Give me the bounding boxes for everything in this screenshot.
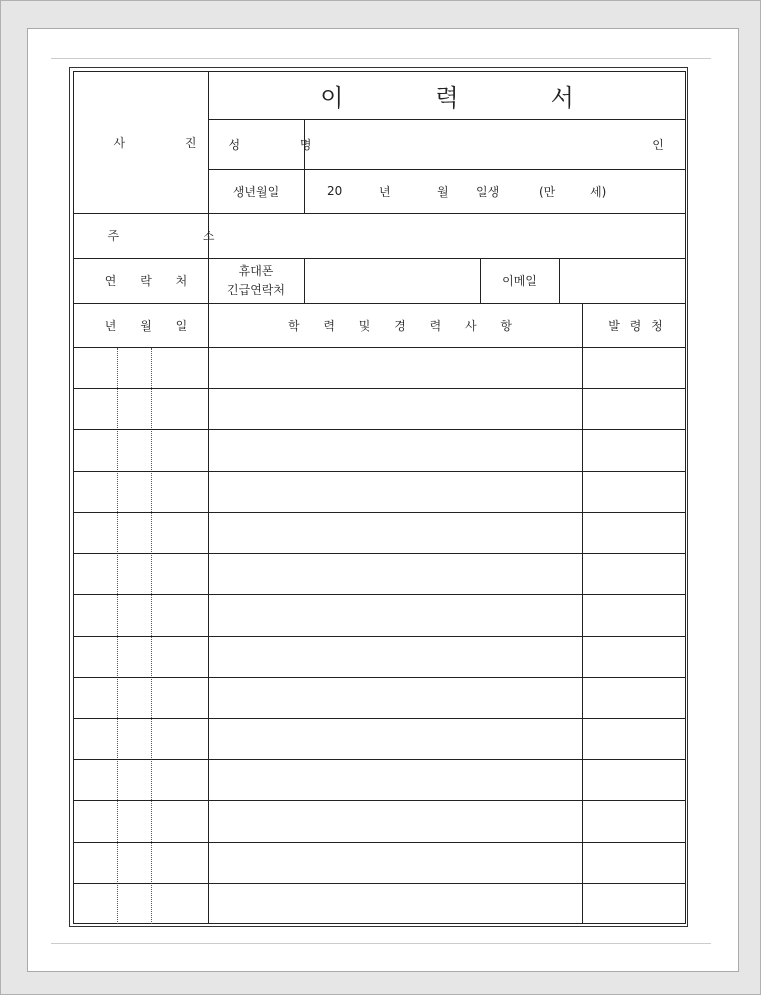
history-row[interactable] bbox=[209, 719, 581, 758]
birth-label: 생년월일 bbox=[232, 184, 280, 199]
history-row[interactable] bbox=[209, 637, 581, 676]
history-row[interactable] bbox=[209, 760, 581, 799]
phone-field[interactable] bbox=[305, 258, 480, 303]
date-column-header: 년 월 일 bbox=[104, 318, 198, 333]
history-row[interactable] bbox=[209, 801, 581, 840]
issuer-column-header: 발 령 청 bbox=[608, 318, 666, 333]
seal-label: 인 bbox=[652, 137, 664, 152]
history-row[interactable] bbox=[209, 513, 581, 552]
history-row[interactable] bbox=[209, 348, 581, 387]
rule-issuer-left bbox=[582, 303, 583, 924]
history-row[interactable] bbox=[209, 389, 581, 428]
history-column-header: 학 력 및 경 력 사 항 bbox=[287, 318, 523, 333]
history-row[interactable] bbox=[209, 678, 581, 717]
emergency-label: 긴급연락처 bbox=[227, 282, 285, 297]
contact-type-labels bbox=[208, 258, 304, 303]
history-row[interactable] bbox=[209, 595, 581, 634]
email-label: 이메일 bbox=[502, 274, 537, 288]
birth-field[interactable] bbox=[305, 169, 686, 213]
age-open: (만 bbox=[539, 184, 556, 199]
history-row[interactable] bbox=[209, 554, 581, 593]
mobile-label: 휴대폰 bbox=[238, 263, 274, 278]
birth-day-unit: 일생 bbox=[476, 184, 500, 199]
name-field[interactable] bbox=[305, 119, 686, 169]
history-row[interactable] bbox=[209, 472, 581, 511]
address-label: 주 소 bbox=[107, 229, 255, 243]
birth-century: 20 bbox=[327, 184, 343, 198]
history-row[interactable] bbox=[209, 884, 581, 923]
photo-area-label: 사 진 bbox=[113, 136, 225, 150]
resume-form bbox=[73, 71, 686, 924]
page-top-guide bbox=[51, 58, 711, 59]
age-close: 세) bbox=[590, 184, 607, 199]
birth-month-unit: 월 bbox=[437, 184, 449, 199]
history-row[interactable] bbox=[209, 430, 581, 469]
page-bottom-guide bbox=[51, 943, 711, 944]
name-label: 성 명 bbox=[228, 137, 340, 152]
address-field[interactable] bbox=[209, 213, 686, 258]
contact-label: 연 락 처 bbox=[104, 274, 198, 288]
document-title: 이 력 서 bbox=[320, 84, 574, 112]
email-field[interactable] bbox=[560, 258, 686, 303]
birth-year-unit: 년 bbox=[379, 184, 391, 199]
history-row[interactable] bbox=[209, 843, 581, 882]
